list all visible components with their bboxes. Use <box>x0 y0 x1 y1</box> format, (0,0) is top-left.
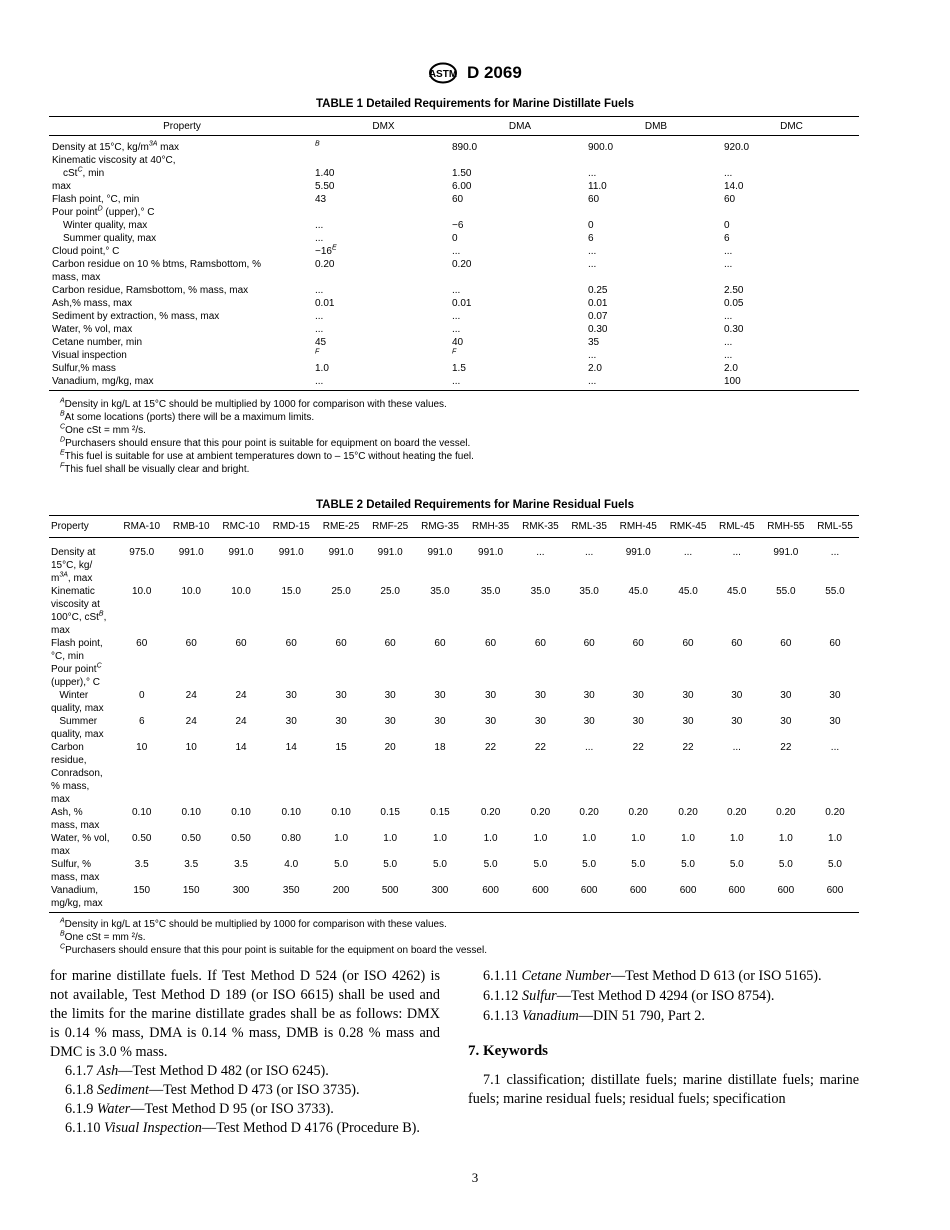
property-label: Ash, % mass, max <box>51 807 100 831</box>
table-row: Carbon residue, Ramsbottom, % mass, max ... ... 0.25 2.50 <box>52 285 744 296</box>
table-cell: 30 <box>285 716 297 727</box>
table-cell: 22 <box>485 742 497 753</box>
table-cell: 18 <box>434 742 446 753</box>
table-cell: 6 <box>138 716 145 727</box>
table-cell: 45.0 <box>678 586 698 597</box>
table-cell: 3.5 <box>184 859 199 870</box>
table2-col-header: RMK-45 <box>663 516 712 538</box>
table-cell: 5.0 <box>533 859 548 870</box>
table-cell: 5.0 <box>729 859 744 870</box>
footnote: $^C$One cSt = mm ²/s. <box>60 423 146 436</box>
footnote: $^C$Purchasers should ensure that this pour point is suitable for the equipment on board the vessel. <box>60 943 487 956</box>
table2-col-header: RMF-25 <box>366 516 415 538</box>
table1-footnotes <box>60 398 474 476</box>
table-cell: 30 <box>384 690 396 701</box>
right-column <box>468 967 859 1109</box>
table-cell: 60 <box>731 638 743 649</box>
table-cell: 60 <box>335 638 347 649</box>
table-row: Density at 15°C, $kg/m^{3A}$ max $^B$ 890.0 900.0 920.0 <box>52 140 750 153</box>
table-cell: 5.0 <box>631 859 646 870</box>
table-cell: 991.0 <box>427 547 453 558</box>
table-cell: 1.0 <box>828 833 842 844</box>
table-cell: 0.20 <box>480 807 501 818</box>
table2-header-row <box>49 516 859 538</box>
table-cell: 5.0 <box>483 859 498 870</box>
designation: D 2069 <box>466 63 522 82</box>
table2-col-header: RME-25 <box>316 516 365 538</box>
footnote: $^D$Purchasers should ensure that this pour point is suitable for equipment on board the vessel. <box>60 436 471 449</box>
table-cell: 1.0 <box>383 833 398 844</box>
table-cell: ... <box>584 742 594 753</box>
table-row: Visual inspection $^F$ $^F$ ... ... <box>52 348 733 361</box>
table-row <box>49 715 859 741</box>
table1-col-header: DMX <box>315 117 452 136</box>
table-cell: 60 <box>136 638 148 649</box>
table-cell: 0.50 <box>181 833 201 844</box>
table-cell: 0.10 <box>331 807 351 818</box>
table-cell: 5.0 <box>681 859 695 870</box>
table-cell: 10 <box>136 742 148 753</box>
table-cell: 991.0 <box>228 547 254 558</box>
table-cell: 600 <box>663 884 712 913</box>
table-cell: ... <box>830 742 840 753</box>
table-cell: 600 <box>761 884 811 913</box>
table-cell: 60 <box>485 638 497 649</box>
table-cell: 0.15 <box>380 807 400 818</box>
footnote: $^A$Density in kg/L at 15°C should be multiplied by 1000 for comparison with these values. <box>60 397 447 410</box>
table-cell: 10.0 <box>231 586 251 597</box>
table2-col-header: RMB-10 <box>166 516 215 538</box>
table-row <box>49 806 859 832</box>
table-cell: 3.5 <box>234 859 248 870</box>
table2-col-header: RMH-55 <box>761 516 811 538</box>
table-row <box>49 538 859 586</box>
table-cell: 0.20 <box>727 807 747 818</box>
table-cell: 600 <box>713 884 761 913</box>
section-item: 6.1.10 Visual Inspection—Test Method D 4176 (Procedure B). <box>65 1120 420 1136</box>
table-cell: 30 <box>534 690 546 701</box>
table-cell: 10 <box>185 742 197 753</box>
footnote: $^F$This fuel shall be visually clear and bright. <box>60 462 250 475</box>
table-cell: 60 <box>185 638 197 649</box>
table-cell: 30 <box>829 716 841 727</box>
table-cell: 300 <box>216 884 266 913</box>
table-cell: 1.0 <box>334 833 349 844</box>
table2-col-header: RMD-15 <box>266 516 316 538</box>
table-cell: 1.0 <box>433 833 447 844</box>
table-cell: 30 <box>384 716 396 727</box>
table-cell: 1.0 <box>778 833 793 844</box>
table2-col-header: RMG-35 <box>415 516 466 538</box>
table-row <box>49 585 859 637</box>
table-row <box>49 741 859 806</box>
footnote: $^B$One cSt = mm ²/s. <box>60 930 146 943</box>
table-row <box>49 832 859 858</box>
table-cell: 1.0 <box>681 833 695 844</box>
section-heading: 7. Keywords <box>468 1043 548 1059</box>
table2-col-header: RMH-45 <box>613 516 663 538</box>
table2-col-header: RMH-35 <box>465 516 515 538</box>
table-cell: 5.0 <box>334 859 349 870</box>
table-row: max 5.50 6.00 11.0 14.0 <box>52 181 744 192</box>
table-row: cSt$^C$, min 1.40 1.50 ... ... <box>63 166 733 179</box>
table-cell: 5.0 <box>828 859 842 870</box>
table-cell: 60 <box>534 638 546 649</box>
property-label: Summer quality, max <box>51 716 104 740</box>
table-cell: 24 <box>185 690 197 701</box>
table-cell: 0.10 <box>281 807 301 818</box>
table-row: Cetane number, min 45 40 35 ... <box>52 337 733 348</box>
table-cell: 30 <box>485 716 497 727</box>
table-cell: 0.50 <box>231 833 251 844</box>
table-cell: 22 <box>780 742 792 753</box>
property-label: Water, % vol, max <box>51 833 110 857</box>
table-cell: 30 <box>682 690 694 701</box>
section-item: 6.1.8 Sediment—Test Method D 473 (or ISO 3735). <box>65 1082 360 1098</box>
table-row <box>49 858 859 884</box>
table-cell: 30 <box>682 716 694 727</box>
table-cell: 600 <box>811 884 859 913</box>
table-cell: 350 <box>266 884 316 913</box>
table-cell: 30 <box>583 690 595 701</box>
table-cell: 30 <box>434 690 446 701</box>
property-label: Carbon residue, Conradson, % mass, max <box>51 742 103 805</box>
table-cell: 600 <box>465 884 515 913</box>
table-cell: 1.0 <box>582 833 597 844</box>
table-cell: 15.0 <box>281 586 301 597</box>
table-cell: 300 <box>415 884 466 913</box>
table-cell: 0.15 <box>430 807 450 818</box>
table-cell: 600 <box>565 884 613 913</box>
table-cell: 60 <box>285 638 297 649</box>
table-cell: 0.10 <box>181 807 201 818</box>
table-cell: 60 <box>434 638 446 649</box>
table-cell: 5.0 <box>778 859 793 870</box>
table-cell: 150 <box>166 884 215 913</box>
section-item: 6.1.11 Cetane Number—Test Method D 613 (or ISO 5165). <box>483 968 822 984</box>
table-cell: 0.20 <box>530 807 551 818</box>
table-cell: ... <box>732 547 741 558</box>
table2-col-header: RML-35 <box>565 516 613 538</box>
table-cell: 500 <box>366 884 415 913</box>
table-cell: 5.0 <box>383 859 398 870</box>
astm-logo-icon <box>428 62 458 84</box>
property-label: Sulfur, % mass, max <box>51 859 100 883</box>
table-cell: 30 <box>335 690 347 701</box>
table2-footnotes <box>60 918 487 957</box>
table-cell: 45.0 <box>727 586 747 597</box>
table-cell: 60 <box>780 638 792 649</box>
table1-col-header: DMC <box>724 117 859 136</box>
table2-col-header: RMC-10 <box>216 516 266 538</box>
footnote: $^A$Density in kg/L at 15°C should be multiplied by 1000 for comparison with these values. <box>60 917 447 930</box>
table-cell: 1.0 <box>631 833 646 844</box>
section-item: 6.1.7 Ash—Test Method D 482 (or ISO 6245). <box>65 1063 329 1079</box>
table2-title: TABLE 2 Detailed Requirements for Marine Residual Fuels <box>315 499 635 511</box>
table-row: Vanadium, mg/kg, max ... ... ... 100 <box>49 375 859 391</box>
property-label: Flash point, °C, min <box>51 638 103 662</box>
table-row: Pour point$^D$ (upper),° C <box>52 205 155 218</box>
table-cell: 45.0 <box>628 586 648 597</box>
table-cell: 60 <box>829 638 841 649</box>
table-cell: 24 <box>235 690 247 701</box>
table-cell: 30 <box>285 690 297 701</box>
table-cell: 60 <box>384 638 396 649</box>
table-cell: 4.0 <box>284 859 299 870</box>
table-cell: 0.20 <box>579 807 599 818</box>
table1-header-row <box>49 117 859 136</box>
table-cell: 30 <box>780 690 792 701</box>
table-cell: 25.0 <box>331 586 351 597</box>
document-header <box>0 62 950 84</box>
table-row: Water, % vol, max ... ... 0.30 0.30 <box>52 324 744 335</box>
table2-col-header: RML-45 <box>713 516 761 538</box>
table-cell: ... <box>683 547 693 558</box>
table-cell: 0.20 <box>678 807 698 818</box>
table-cell: 0.50 <box>132 833 152 844</box>
table-row: Flash point, °C, min 43 60 60 60 <box>52 194 736 205</box>
section-item: 6.1.13 Vanadium—DIN 51 790, Part 2. <box>483 1008 705 1024</box>
table-cell: 200 <box>316 884 365 913</box>
table-cell: 30 <box>485 690 497 701</box>
table-row <box>49 637 859 663</box>
table-cell: 991.0 <box>478 547 504 558</box>
table-cell: 0.20 <box>825 807 845 818</box>
table-cell: 600 <box>613 884 663 913</box>
table-cell: 1.0 <box>729 833 744 844</box>
table-row: Sulfur,% mass 1.0 1.5 2.0 2.0 <box>52 363 738 374</box>
table-cell: 991.0 <box>178 547 204 558</box>
table2 <box>49 515 859 913</box>
table-cell: 991.0 <box>278 547 304 558</box>
table-cell: 5.0 <box>433 859 447 870</box>
table-cell: 975.0 <box>129 547 155 558</box>
table-cell: 0.10 <box>132 807 152 818</box>
table-row: Winter quality, max ... −6 0 0 <box>63 220 730 231</box>
page-number: 3 <box>471 1170 479 1185</box>
left-column <box>50 967 440 1138</box>
table-row: Carbon residue on 10 % btms, Ramsbottom, % mass, max 0.20 0.20 ... ... <box>52 259 733 283</box>
table-cell: 0.20 <box>628 807 648 818</box>
keywords-paragraph: 7.1 classification; distillate fuels; marine distillate fuels; marine fuels; marine residual fuels; residual fuels; specification <box>468 1072 859 1107</box>
table-cell: 30 <box>780 716 792 727</box>
table-row: Kinematic viscosity at 40°C, <box>52 155 176 166</box>
property-label: Density at 15°C, kg/ $m^{3A}$, max <box>51 547 96 584</box>
table-cell: 0.10 <box>231 807 251 818</box>
section-item: 6.1.12 Sulfur—Test Method D 4294 (or ISO 8754). <box>483 988 775 1004</box>
table-cell: 15 <box>335 742 347 753</box>
table-cell: 1.0 <box>483 833 498 844</box>
property-label: Pour point$^C$ (upper),° C Winter quality, max <box>51 662 104 714</box>
table-cell: 3.5 <box>134 859 149 870</box>
table-cell: 24 <box>235 716 247 727</box>
table-cell: 1.0 <box>533 833 548 844</box>
table-cell: 30 <box>731 690 743 701</box>
table-cell: 22 <box>534 742 546 753</box>
body-paragraph: for marine distillate fuels. If Test Method D 524 (or ISO 4262) is not available, Test Method D 189 (or ISO 6615) shall be used and the limits for the marine distillate grades shall be as follows: DMX is 0.14 % mass, DMA is 0.14 % mass, DMB is 0.28 % mass and DMC is 3.0 % mass. <box>50 968 440 1060</box>
table-cell: 10.0 <box>132 586 152 597</box>
table-cell: 35.0 <box>430 586 450 597</box>
table1 <box>49 116 859 391</box>
table-row: Ash,% mass, max 0.01 0.01 0.01 0.05 <box>52 298 744 309</box>
table-cell: 60 <box>583 638 595 649</box>
table-cell: 30 <box>829 690 841 701</box>
table-cell: 0.20 <box>776 807 796 818</box>
property-label: Vanadium, mg/kg, max <box>49 884 117 913</box>
table-cell: 991.0 <box>377 547 403 558</box>
table-cell: 60 <box>632 638 644 649</box>
table-cell: 35.0 <box>480 586 501 597</box>
table-cell: 35.0 <box>530 586 551 597</box>
footnote: $^E$This fuel is suitable for use at ambient temperatures down to – 15°C without heating the fuel. <box>60 449 474 462</box>
table-cell: ... <box>536 547 545 558</box>
table-cell: 30 <box>731 716 743 727</box>
table-cell: 35.0 <box>579 586 599 597</box>
table-cell: 55.0 <box>825 586 845 597</box>
footnote: $^B$At some locations (ports) there will be a maximum limits. <box>60 410 315 423</box>
table-cell: 22 <box>682 742 694 753</box>
table-row <box>49 663 859 715</box>
table-cell: 10.0 <box>181 586 201 597</box>
table-row: Summer quality, max ... 0 6 6 <box>63 233 730 244</box>
table-cell: 991.0 <box>625 547 651 558</box>
table-cell: 22 <box>632 742 644 753</box>
table-cell: 30 <box>335 716 347 727</box>
table-cell: 25.0 <box>380 586 400 597</box>
table-cell: 30 <box>534 716 546 727</box>
table-cell: 991.0 <box>328 547 354 558</box>
table-cell: 150 <box>117 884 166 913</box>
table-cell: 30 <box>583 716 595 727</box>
table-cell: ... <box>830 547 840 558</box>
table-cell: 0 <box>138 690 145 701</box>
table-cell: 5.0 <box>582 859 597 870</box>
table2-col-header: RMA-10 <box>117 516 166 538</box>
table-cell: ... <box>584 547 594 558</box>
table-row: Cloud point,° C $-16^E$ ... ... ... <box>52 244 733 257</box>
table-cell: ... <box>732 742 741 753</box>
table1-title: TABLE 1 Detailed Requirements for Marine Distillate Fuels <box>315 98 635 110</box>
table-cell: 30 <box>632 716 644 727</box>
property-label: Kinematic viscosity at 100°C, cSt$^B$, max <box>51 586 107 636</box>
table-row <box>49 884 859 913</box>
table-cell: 30 <box>632 690 644 701</box>
table-row: Sediment by extraction, % mass, max ... ... 0.07 ... <box>52 311 733 322</box>
table-cell: 20 <box>384 742 396 753</box>
table-cell: 14 <box>285 742 297 753</box>
table-cell: 24 <box>185 716 197 727</box>
table-cell: 0.80 <box>281 833 301 844</box>
table-cell: 60 <box>235 638 247 649</box>
table-cell: 30 <box>434 716 446 727</box>
table2-col-header: RML-55 <box>811 516 859 538</box>
table1-col-header: Property <box>49 117 315 136</box>
section-item: 6.1.9 Water—Test Method D 95 (or ISO 3733). <box>65 1101 334 1117</box>
table2-col-header: RMK-35 <box>516 516 565 538</box>
table1-col-header: DMA <box>452 117 588 136</box>
table-cell: 991.0 <box>773 547 799 558</box>
table-cell: 14 <box>235 742 247 753</box>
table1-col-header: DMB <box>588 117 724 136</box>
table-cell: 55.0 <box>776 586 796 597</box>
table2-col-header: Property <box>49 516 117 538</box>
table-cell: 60 <box>682 638 694 649</box>
svg-text:ASTM: ASTM <box>429 69 458 80</box>
table-cell: 600 <box>516 884 565 913</box>
